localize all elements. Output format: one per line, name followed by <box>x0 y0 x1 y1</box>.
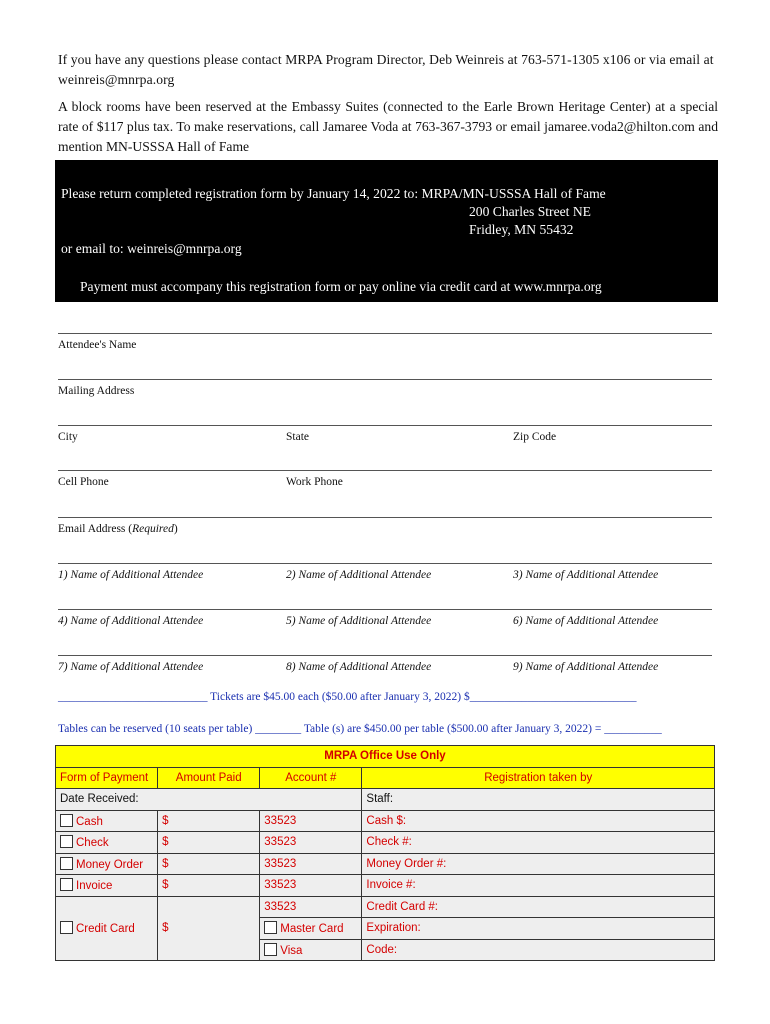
contact-paragraph: If you have any questions please contact MRPA Program Director, Deb Weinreis at 763-571-1305 x106 or via email at weinreis@mnrpa.org <box>58 52 714 87</box>
master-card-option[interactable]: Master Card <box>260 918 362 940</box>
detail-cell[interactable]: Cash $: <box>362 810 715 832</box>
additional-attendee-label: 3) Name of Additional Attendee <box>513 569 659 581</box>
additional-attendees-row-1[interactable] <box>58 553 712 593</box>
phone-field[interactable] <box>58 460 712 500</box>
additional-attendee-label: 7) Name of Additional Attendee <box>58 661 204 673</box>
account-cell: 33523 <box>260 810 362 832</box>
office-use-table <box>55 745 715 961</box>
return-email-text: or email to: weinreis@mnrpa.org <box>61 241 242 256</box>
checkbox-icon[interactable] <box>264 921 277 934</box>
email-field[interactable] <box>58 507 712 547</box>
city-label: City <box>58 431 78 443</box>
checkbox-icon[interactable] <box>60 814 73 827</box>
code-cell[interactable]: Code: <box>362 939 715 961</box>
additional-attendee-label: 6) Name of Additional Attendee <box>513 615 659 627</box>
payment-method-cash[interactable]: Cash <box>56 810 158 832</box>
staff-cell[interactable]: Staff: <box>362 789 715 811</box>
work-phone-label: Work Phone <box>286 476 343 488</box>
additional-attendee-label: 1) Name of Additional Attendee <box>58 569 204 581</box>
header-amount-paid: Amount Paid <box>158 767 260 789</box>
account-cell: 33523 <box>260 875 362 897</box>
detail-cell[interactable]: Check #: <box>362 832 715 854</box>
account-cell: 33523 <box>260 853 362 875</box>
hotel-paragraph: A block rooms have been reserved at the Embassy Suites (connected to the Earle Brown Heritage Center) at a special rate of $117 plus tax. To make reservations, call Jamaree Voda at 763-367-3793 or email jamaree.voda2@hilton.com and mention MN-USSSA Hall of Fame <box>58 99 718 154</box>
checkbox-icon[interactable] <box>60 878 73 891</box>
return-deadline-text: Please return completed registration form by January 14, 2022 to: MRPA/MN-USSSA Hall of Fame <box>61 186 606 201</box>
mailing-address-field[interactable] <box>58 369 712 409</box>
checkbox-icon[interactable] <box>60 835 73 848</box>
additional-attendees-row-3[interactable] <box>58 645 712 685</box>
additional-attendees-row-2[interactable] <box>58 599 712 639</box>
header-form-of-payment: Form of Payment <box>56 767 158 789</box>
header-registration-taken-by: Registration taken by <box>362 767 715 789</box>
payment-method-check[interactable]: Check <box>56 832 158 854</box>
additional-attendee-label: 2) Name of Additional Attendee <box>286 569 432 581</box>
detail-cell[interactable]: Money Order #: <box>362 853 715 875</box>
additional-attendee-label: 8) Name of Additional Attendee <box>286 661 432 673</box>
required-note: Required <box>132 523 174 535</box>
payment-method-credit-card[interactable]: Credit Card <box>56 896 158 961</box>
zip-label: Zip Code <box>513 431 557 443</box>
expiration-cell[interactable]: Expiration: <box>362 918 715 940</box>
return-instructions-box <box>55 160 718 302</box>
account-cell: 33523 <box>260 896 362 918</box>
account-cell: 33523 <box>260 832 362 854</box>
checkbox-icon[interactable] <box>264 943 277 956</box>
payment-method-invoice[interactable]: Invoice <box>56 875 158 897</box>
cell-phone-label: Cell Phone <box>58 476 109 488</box>
email-label: Email Address (Required) <box>58 523 178 535</box>
attendee-name-field[interactable] <box>58 323 712 363</box>
amount-cell[interactable]: $ <box>158 853 260 875</box>
payment-note: Payment must accompany this registration form or pay online via credit card at www.mnrpa.org <box>80 279 602 294</box>
detail-cell[interactable]: Invoice #: <box>362 875 715 897</box>
tables-line[interactable]: Tables can be reserved (10 seats per table) ________ Table (s) are $450.00 per table ($500.00 after January 3, 2022) = __________ <box>58 723 662 735</box>
amount-cell[interactable]: $ <box>158 832 260 854</box>
additional-attendee-label: 4) Name of Additional Attendee <box>58 615 204 627</box>
amount-cell[interactable]: $ <box>158 810 260 832</box>
credit-card-number-cell[interactable]: Credit Card #: <box>362 896 715 918</box>
mailing-address-label: Mailing Address <box>58 385 135 397</box>
header-account: Account # <box>260 767 362 789</box>
visa-option[interactable]: Visa <box>260 939 362 961</box>
return-address-line1: 200 Charles Street NE <box>469 204 591 219</box>
checkbox-icon[interactable] <box>60 921 73 934</box>
payment-method-money-order[interactable]: Money Order <box>56 853 158 875</box>
return-address-line2: Fridley, MN 55432 <box>469 222 574 237</box>
amount-cell[interactable]: $ <box>158 896 260 961</box>
state-label: State <box>286 431 309 443</box>
date-received-cell[interactable]: Date Received: <box>56 789 362 811</box>
amount-cell[interactable]: $ <box>158 875 260 897</box>
additional-attendee-label: 9) Name of Additional Attendee <box>513 661 659 673</box>
office-use-title: MRPA Office Use Only <box>56 746 715 768</box>
tickets-line[interactable]: __________________________ Tickets are $45.00 each ($50.00 after January 3, 2022) $_____________________________ <box>58 691 637 703</box>
checkbox-icon[interactable] <box>60 857 73 870</box>
additional-attendee-label: 5) Name of Additional Attendee <box>286 615 432 627</box>
city-state-zip-field[interactable] <box>58 415 712 455</box>
attendee-name-label: Attendee's Name <box>58 339 137 351</box>
